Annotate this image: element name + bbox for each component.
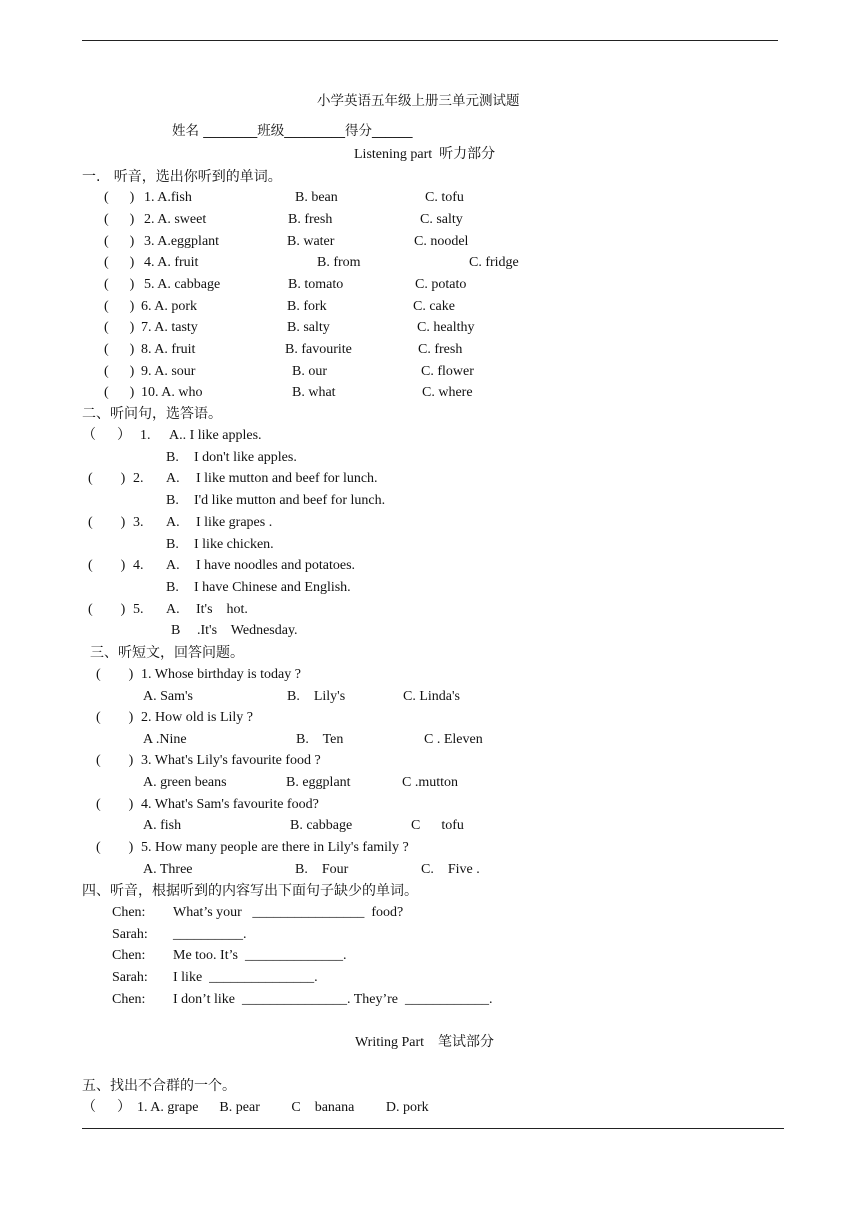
dialogue-text[interactable]: __________. [173, 927, 247, 942]
option-b: .It's Wednesday. [197, 623, 298, 638]
option-a: 7. A. tasty [141, 320, 198, 335]
option-c: C. cake [413, 299, 455, 314]
option-b: I have Chinese and English. [194, 580, 351, 595]
option-a: 2. A. sweet [144, 212, 207, 227]
answer-blank[interactable]: ( ) [96, 667, 134, 682]
answer-blank[interactable]: ( ) [88, 515, 126, 530]
answer-blank[interactable]: （ ） [82, 428, 131, 443]
option-c: C tofu [411, 818, 464, 833]
option-a: A. Three [143, 862, 193, 877]
option-b: B. tomato [288, 277, 344, 292]
question-text: 2. How old is Lily ? [141, 710, 253, 725]
listening-part-header: Listening part 听力部分 [354, 147, 496, 162]
option-c: C. flower [421, 364, 474, 379]
option-c: C. salty [420, 212, 463, 227]
writing-part-header: Writing Part 笔试部分 [355, 1035, 495, 1050]
answer-blank[interactable]: ( ) [104, 255, 135, 270]
answer-blank[interactable]: ( ) [96, 840, 134, 855]
option-a: A .Nine [143, 732, 187, 747]
speaker: Chen: [112, 992, 146, 1007]
question-number: 2. [133, 471, 144, 486]
answer-blank[interactable]: ( ) [104, 364, 135, 379]
option-a: I like grapes . [196, 515, 273, 530]
option-c: C. potato [415, 277, 467, 292]
option-a: A.. I like apples. [169, 428, 262, 443]
option-b-label: B. [166, 493, 179, 508]
top-rule [82, 40, 778, 41]
option-a: 10. A. who [141, 385, 203, 400]
option-b: B. Lily's [287, 689, 346, 704]
option-b: B. our [292, 364, 327, 379]
question-text: 1. A. grape B. pear C banana D. pork [137, 1100, 429, 1115]
option-a-label: A. [166, 515, 180, 530]
question-text: 5. How many people are there in Lily's family ? [141, 840, 409, 855]
option-b: B. Ten [296, 732, 344, 747]
dialogue-text[interactable]: What’s your ________________ food? [173, 905, 404, 920]
answer-blank[interactable]: ( ) [104, 234, 135, 249]
option-b: B. salty [287, 320, 330, 335]
answer-blank[interactable]: ( ) [96, 753, 134, 768]
option-b: B. from [317, 255, 361, 270]
option-b: B. bean [295, 190, 338, 205]
option-a: 8. A. fruit [141, 342, 196, 357]
answer-blank[interactable]: ( ) [88, 558, 126, 573]
option-c: C. fridge [469, 255, 519, 270]
option-c: C. noodel [414, 234, 469, 249]
dialogue-text[interactable]: Me too. It’s ______________. [173, 948, 347, 963]
option-b: B. what [292, 385, 336, 400]
option-b: I like chicken. [194, 537, 274, 552]
option-c: C. Linda's [403, 689, 460, 704]
answer-blank[interactable]: ( ) [96, 797, 134, 812]
option-a: A. green beans [143, 775, 227, 790]
option-c: C. fresh [418, 342, 463, 357]
option-a: I have noodles and potatoes. [196, 558, 356, 573]
option-c: C. where [422, 385, 473, 400]
speaker: Chen: [112, 948, 146, 963]
question-number: 4. [133, 558, 144, 573]
option-a: 1. A.fish [144, 190, 192, 205]
option-b: I'd like mutton and beef for lunch. [194, 493, 386, 508]
option-b: B. fork [287, 299, 327, 314]
section-1-heading: 一. 听音，选出你听到的单词。 [82, 169, 282, 185]
option-b: B. water [287, 234, 335, 249]
option-b: B. favourite [285, 342, 352, 357]
question-row [0, 1099, 860, 1153]
option-b: B. cabbage [290, 818, 353, 833]
option-b: I don't like apples. [194, 450, 297, 465]
answer-blank[interactable]: ( ) [104, 320, 135, 335]
option-c: C. Five . [421, 862, 480, 877]
section-2-heading: 二、听问句，选答语。 [82, 406, 222, 422]
question-text: 3. What's Lily's favourite food ? [141, 753, 321, 768]
answer-blank[interactable]: ( ) [104, 342, 135, 357]
option-a: A. Sam's [143, 689, 193, 704]
option-a: 6. A. pork [141, 299, 197, 314]
option-a: 9. A. sour [141, 364, 196, 379]
question-number: 3. [133, 515, 144, 530]
answer-blank[interactable]: ( ) [104, 299, 135, 314]
option-a: 4. A. fruit [144, 255, 199, 270]
student-info-line: 姓名 ________班级_________得分______ [172, 123, 413, 139]
option-a: 3. A.eggplant [144, 234, 220, 249]
answer-blank[interactable]: ( ) [96, 710, 134, 725]
option-c: C . Eleven [424, 732, 483, 747]
section-4-heading: 四、听音，根据听到的内容写出下面句子缺少的单词。 [82, 883, 418, 899]
answer-blank[interactable]: （ ） [82, 1100, 131, 1115]
option-a-label: A. [166, 558, 180, 573]
option-a: A. fish [143, 818, 182, 833]
question-number: 1. [140, 428, 151, 443]
option-a-label: A. [166, 471, 180, 486]
answer-blank[interactable]: ( ) [88, 471, 126, 486]
speaker: Sarah: [112, 927, 148, 942]
answer-blank[interactable]: ( ) [104, 385, 135, 400]
answer-blank[interactable]: ( ) [104, 212, 135, 227]
bottom-rule [82, 1128, 784, 1129]
speaker: Chen: [112, 905, 146, 920]
option-b-label: B [171, 623, 181, 638]
option-c: C .mutton [402, 775, 459, 790]
answer-blank[interactable]: ( ) [104, 190, 135, 205]
section-5-heading: 五、找出不合群的一个。 [82, 1078, 236, 1094]
option-b-label: B. [166, 580, 179, 595]
option-b: B. Four [295, 862, 349, 877]
option-b-label: B. [166, 537, 179, 552]
speaker: Sarah: [112, 970, 148, 985]
question-text: 4. What's Sam's favourite food? [141, 797, 319, 812]
option-c: C. tofu [425, 190, 464, 205]
option-b-label: B. [166, 450, 179, 465]
dialogue-text[interactable]: I like _______________. [173, 970, 318, 985]
answer-blank[interactable]: ( ) [88, 602, 126, 617]
section-3-heading: 三、听短文，回答问题。 [90, 645, 244, 661]
option-b: B. eggplant [286, 775, 351, 790]
dialogue-text[interactable]: I don’t like _______________. They’re ____________. [173, 992, 493, 1007]
option-a: 5. A. cabbage [144, 277, 221, 292]
option-c: C. healthy [417, 320, 475, 335]
answer-blank[interactable]: ( ) [104, 277, 135, 292]
question-text: 1. Whose birthday is today ? [141, 667, 301, 682]
question-number: 5. [133, 602, 144, 617]
option-a: It's hot. [196, 602, 248, 617]
document-title: 小学英语五年级上册三单元测试题 [317, 93, 520, 109]
option-b: B. fresh [288, 212, 333, 227]
option-a-label: A. [166, 602, 180, 617]
option-a: I like mutton and beef for lunch. [196, 471, 378, 486]
